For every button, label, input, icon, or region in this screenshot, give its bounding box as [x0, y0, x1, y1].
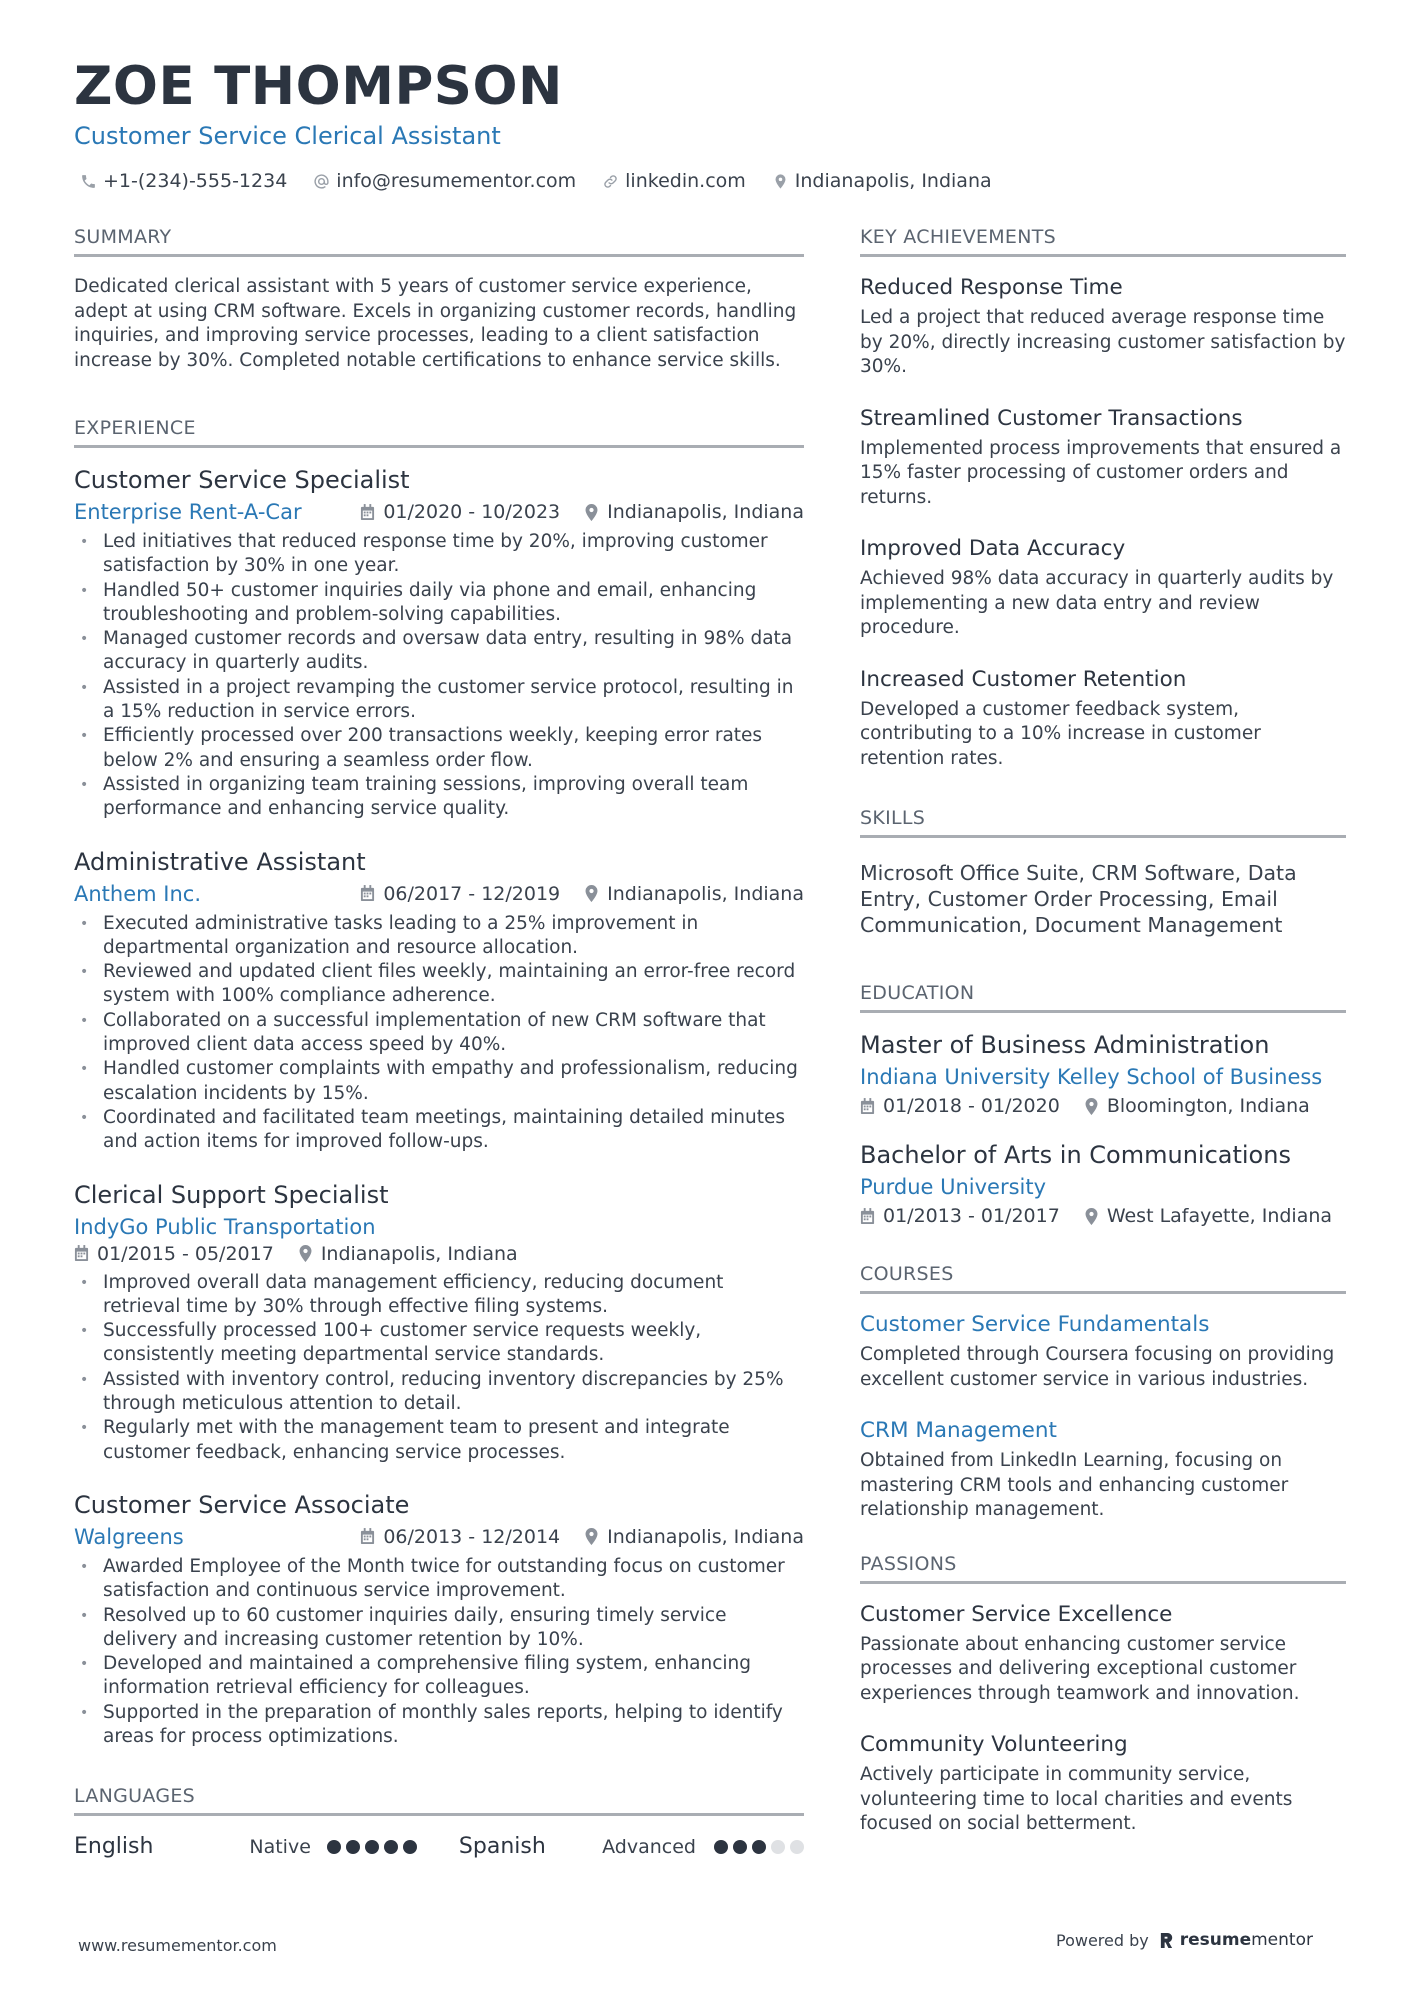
brand-light: mentor [1251, 1930, 1313, 1950]
email-text: info@resumementor.com [336, 170, 577, 192]
location-pin-icon [1084, 1208, 1099, 1225]
education-dates [860, 1205, 1060, 1227]
rating-dot-empty [771, 1840, 785, 1854]
skills-text: Microsoft Office Suite, CRM Software, Data Entry, Customer Order Processing, Email Communication, Document Management [860, 861, 1297, 937]
link-icon [602, 173, 619, 190]
calendar-icon [360, 504, 375, 521]
job-location [298, 1243, 518, 1265]
job-meta [74, 1525, 804, 1549]
summary-text: Dedicated clerical assistant with 5 years of customer service experience, adept at using CRM software. Excels in organizing customer records, handling inquiries, and improving service processes, leading to a client satisfaction increase by 30%. Completed notable certifications to enhance service skills. [74, 276, 797, 371]
phone-text: +1-(234)-555-1234 [103, 170, 288, 192]
dates-text: 01/2020 - 10/2023 [383, 501, 561, 523]
phone-icon [80, 173, 97, 190]
calendar-icon [860, 1208, 875, 1225]
bullet-item: • Regularly met with the management team to present and integrate customer feedback, enhancing service processes. [74, 1416, 804, 1465]
rating-dot-filled [346, 1840, 360, 1854]
job-bullets [74, 530, 804, 822]
job-dates [360, 883, 560, 905]
job-title: Customer Service Associate [74, 1490, 410, 1519]
bullet-item: • Resolved up to 60 customer inquiries daily, ensuring timely service delivery and increasing customer retention by 10%. [74, 1604, 804, 1653]
achievement-item [860, 275, 1346, 380]
rating-dot-filled [403, 1840, 417, 1854]
degree-title: Master of Business Administration [860, 1031, 1270, 1059]
languages-section [74, 1785, 804, 1859]
location-pin-icon [1084, 1098, 1099, 1115]
calendar-icon [360, 1528, 375, 1545]
footer-branding[interactable] [1056, 1930, 1313, 1950]
brand-bold: resume [1179, 1930, 1252, 1950]
left-column [74, 226, 804, 1903]
language-level: Native [249, 1835, 311, 1858]
degree-title: Bachelor of Arts in Communications [860, 1141, 1291, 1169]
rating-dot-filled [733, 1840, 747, 1854]
location-pin-icon [584, 504, 599, 521]
achievement-item [860, 406, 1346, 511]
dates-text: 01/2018 - 01/2020 [883, 1095, 1060, 1117]
achievement-title: Reduced Response Time [860, 275, 1123, 300]
job-meta [74, 500, 804, 524]
achievement-title: Streamlined Customer Transactions [860, 405, 1243, 431]
section-heading: SKILLS [860, 807, 1346, 838]
education-item [860, 1141, 1346, 1227]
bullet-item: • Successfully processed 100+ customer service requests weekly, consistently meeting departmental service standards. [74, 1319, 804, 1368]
achievement-item [860, 536, 1346, 641]
right-column [860, 226, 1346, 1881]
passion-title: Community Volunteering [860, 1732, 1128, 1757]
language-name: English [74, 1834, 154, 1860]
achievement-text: Developed a customer feedback system, contributing to a 10% increase in customer retention rates. [860, 698, 1261, 769]
location-text: Bloomington, Indiana [1106, 1095, 1310, 1117]
school-name: Indiana University Kelley School of Business [860, 1065, 1323, 1089]
achievement-text: Implemented process improvements that ensured a 15% faster processing of customer orders and returns. [860, 437, 1342, 508]
section-heading: SUMMARY [74, 226, 804, 257]
summary-section [74, 226, 804, 373]
achievement-text: Achieved 98% data accuracy in quarterly audits by implementing a new data entry and review procedure. [860, 568, 1334, 638]
contact-bar [80, 170, 992, 192]
achievement-item [860, 667, 1346, 772]
calendar-icon [860, 1098, 875, 1115]
location-text: Indianapolis, Indiana [320, 1242, 518, 1265]
bullet-item: • Developed and maintained a comprehensive filing system, enhancing information retrieval efficiency for colleagues. [74, 1652, 804, 1701]
education-section [860, 982, 1346, 1227]
calendar-icon [360, 885, 375, 902]
job-entry [74, 466, 804, 822]
location-pin-icon [772, 173, 789, 190]
job-meta [74, 1243, 804, 1265]
location-pin-icon [584, 1528, 599, 1545]
bullet-item: • Reviewed and updated client files weekly, maintaining an error-free record system with 100% compliance adherence. [74, 960, 804, 1009]
course-title: CRM Management [860, 1418, 1057, 1443]
contact-location [772, 170, 992, 192]
bullet-item: • Collaborated on a successful implementation of new CRM software that improved client data access speed by 40%. [74, 1009, 804, 1058]
candidate-title: Customer Service Clerical Assistant [74, 122, 501, 150]
course-item [860, 1418, 1346, 1523]
bullet-item: • Efficiently processed over 200 transactions weekly, keeping error rates below 2% and ensuring a seamless order flow. [74, 724, 804, 773]
job-title: Administrative Assistant [74, 847, 366, 876]
language-name: Spanish [458, 1834, 546, 1860]
achievements-section [860, 226, 1346, 771]
education-item [860, 1031, 1346, 1117]
bullet-item: • Supported in the preparation of monthly sales reports, helping to identify areas for process optimizations. [74, 1701, 804, 1750]
contact-email[interactable] [313, 170, 576, 192]
company-name: Walgreens [74, 1524, 184, 1549]
achievement-text: Led a project that reduced average response time by 20%, directly increasing customer satisfaction by 30%. [860, 307, 1346, 377]
section-heading: LANGUAGES [74, 1785, 804, 1816]
brand-logo [1159, 1930, 1313, 1950]
course-title: Customer Service Fundamentals [860, 1312, 1210, 1337]
bullet-item: • Led initiatives that reduced response time by 20%, improving customer satisfaction by 30% in one year. [74, 530, 804, 579]
job-location [584, 883, 804, 905]
contact-linkedin[interactable] [602, 170, 746, 192]
job-dates [74, 1243, 274, 1265]
skills-section [860, 807, 1346, 938]
at-icon [313, 173, 330, 190]
languages-row [74, 1834, 804, 1859]
calendar-icon [74, 1245, 89, 1262]
job-bullets [74, 912, 804, 1155]
job-location [584, 1526, 804, 1548]
company-name: Enterprise Rent-A-Car [74, 500, 302, 524]
job-meta [74, 882, 804, 906]
resumementor-logo-icon [1159, 1932, 1174, 1949]
job-dates [360, 1526, 560, 1548]
dates-text: 01/2015 - 05/2017 [97, 1242, 274, 1265]
rating-dot-filled [365, 1840, 379, 1854]
bullet-item: • Coordinated and facilitated team meetings, maintaining detailed minutes and action items for improved follow-ups. [74, 1106, 804, 1155]
candidate-name: ZOE THOMPSON [74, 56, 563, 117]
contact-phone[interactable] [80, 170, 287, 192]
education-dates [860, 1095, 1060, 1117]
passions-section [860, 1553, 1346, 1837]
rating-dot-empty [790, 1840, 804, 1854]
language-level: Advanced [602, 1835, 696, 1858]
rating-dot-filled [752, 1840, 766, 1854]
section-heading: EDUCATION [860, 982, 1346, 1013]
passion-item [860, 1602, 1346, 1707]
rating-dot-filled [384, 1840, 398, 1854]
job-entry [74, 1181, 804, 1465]
job-entry [74, 1491, 804, 1749]
rating-dot-filled [327, 1840, 341, 1854]
job-location [584, 501, 804, 523]
education-meta [860, 1095, 1346, 1117]
company-name: IndyGo Public Transportation [74, 1214, 376, 1239]
location-pin-icon [584, 885, 599, 902]
job-entry [74, 848, 804, 1155]
bullet-item: • Executed administrative tasks leading to a 25% improvement in departmental organization and resource allocation. [74, 912, 804, 961]
section-heading: PASSIONS [860, 1553, 1346, 1584]
education-location [1084, 1205, 1332, 1227]
achievement-title: Increased Customer Retention [860, 666, 1187, 692]
courses-section [860, 1263, 1346, 1523]
section-heading: EXPERIENCE [74, 417, 804, 448]
job-title: Customer Service Specialist [74, 466, 410, 494]
job-dates [360, 501, 560, 523]
education-location [1084, 1095, 1310, 1117]
course-text: Completed through Coursera focusing on providing excellent customer service in various industries. [860, 1344, 1335, 1390]
language-rating [714, 1840, 804, 1854]
bullet-item: • Assisted in organizing team training sessions, improving overall team performance and enhancing service quality. [74, 773, 804, 822]
job-bullets [74, 1555, 804, 1749]
bullet-item: • Awarded Employee of the Month twice for outstanding focus on customer satisfaction and continuous service improvement. [74, 1555, 804, 1604]
education-meta [860, 1205, 1346, 1227]
passion-text: Actively participate in community service, volunteering time to local charities and events focused on social betterment. [860, 1764, 1293, 1834]
section-heading: COURSES [860, 1263, 1346, 1294]
location-text: Indianapolis, Indiana [607, 501, 804, 523]
passion-title: Customer Service Excellence [860, 1601, 1173, 1627]
bullet-item: • Handled customer complaints with empathy and professionalism, reducing escalation incidents by 15%. [74, 1057, 804, 1106]
passion-text: Passionate about enhancing customer service processes and delivering exceptional customer experiences through teamwork and innovation. [860, 1633, 1300, 1704]
location-text: Indianapolis, Indiana [794, 170, 992, 192]
course-text: Obtained from LinkedIn Learning, focusing on mastering CRM tools and enhancing customer relationship management. [860, 1450, 1289, 1520]
location-pin-icon [298, 1245, 313, 1262]
bullet-item: • Handled 50+ customer inquiries daily via phone and email, enhancing troubleshooting and problem-solving capabilities. [74, 579, 804, 628]
dates-text: 01/2013 - 01/2017 [883, 1205, 1060, 1227]
job-title: Clerical Support Specialist [74, 1180, 389, 1209]
location-text: Indianapolis, Indiana [607, 882, 804, 905]
dates-text: 06/2017 - 12/2019 [383, 882, 561, 905]
rating-dot-filled [714, 1840, 728, 1854]
linkedin-text: linkedin.com [625, 170, 746, 192]
footer-website[interactable]: www.resumementor.com [78, 1936, 277, 1955]
experience-section [74, 417, 804, 1749]
achievement-title: Improved Data Accuracy [860, 536, 1126, 561]
powered-by-text: Powered by [1056, 1930, 1149, 1950]
company-name: Anthem Inc. [74, 881, 201, 906]
job-meta [74, 1215, 804, 1239]
bullet-item: • Assisted in a project revamping the customer service protocol, resulting in a 15% reduction in service errors. [74, 676, 804, 725]
language-rating [327, 1840, 417, 1854]
location-text: Indianapolis, Indiana [607, 1525, 804, 1548]
passion-item [860, 1732, 1346, 1837]
bullet-item: • Assisted with inventory control, reducing inventory discrepancies by 25% through meticulous attention to detail. [74, 1368, 804, 1417]
school-name: Purdue University [860, 1175, 1047, 1199]
section-heading: KEY ACHIEVEMENTS [860, 226, 1346, 257]
course-item [860, 1312, 1346, 1392]
location-text: West Lafayette, Indiana [1106, 1205, 1333, 1227]
job-bullets [74, 1271, 804, 1465]
bullet-item: • Improved overall data management efficiency, reducing document retrieval time by 30% through effective filing systems. [74, 1271, 804, 1320]
dates-text: 06/2013 - 12/2014 [383, 1525, 561, 1548]
bullet-item: • Managed customer records and oversaw data entry, resulting in 98% data accuracy in quarterly audits. [74, 627, 804, 676]
